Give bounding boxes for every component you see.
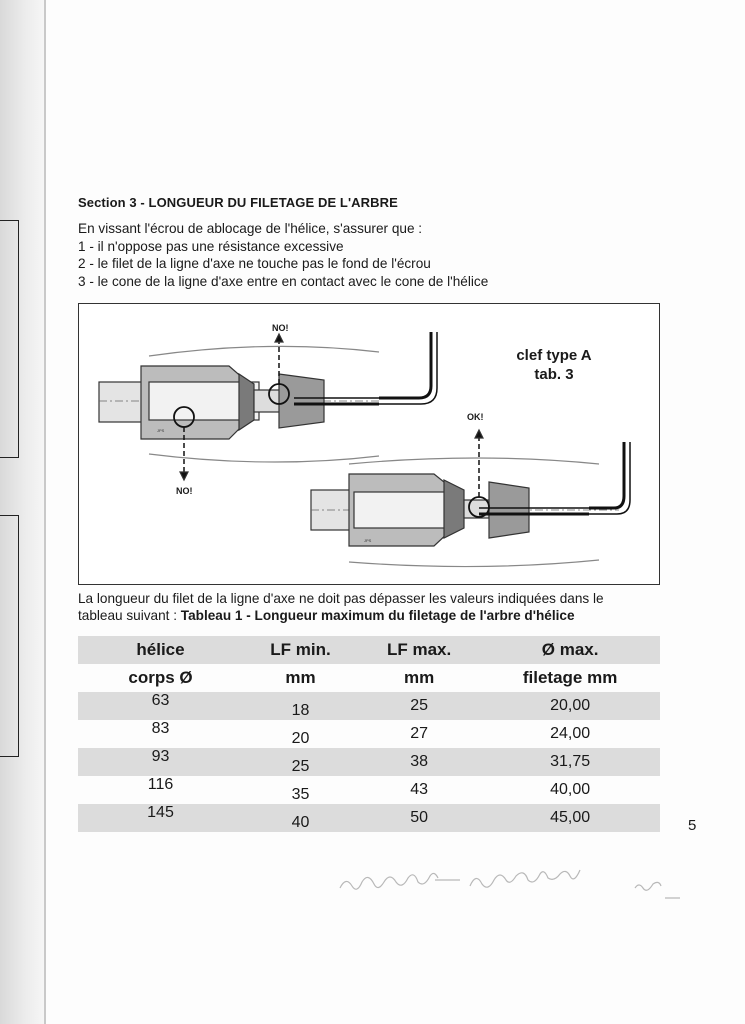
table-cell: 93 bbox=[78, 748, 243, 776]
header-cell: mm bbox=[404, 668, 435, 687]
paragraph-line: La longueur du filet de la ligne d'axe ne doit pas dépasser les valeurs indiquées dans le bbox=[78, 591, 604, 606]
table-cell: 25 bbox=[358, 692, 480, 720]
facing-page-box-bottom bbox=[0, 515, 19, 757]
intro-text bbox=[78, 220, 488, 290]
table-cell: 38 bbox=[358, 748, 480, 776]
binding-edge bbox=[44, 0, 46, 1024]
ok-label: OK! bbox=[467, 412, 484, 422]
wrench-reference bbox=[499, 346, 609, 384]
paragraph-prefix: tableau suivant : bbox=[78, 608, 181, 623]
table-cell: 25 bbox=[243, 748, 358, 776]
table-cell: 63 bbox=[78, 692, 243, 720]
intro-line: En vissant l'écrou de ablocage de l'hélice, s'assurer que : bbox=[78, 221, 423, 236]
header-cell: LF max. bbox=[358, 636, 480, 664]
facing-page-box-top bbox=[0, 220, 19, 458]
no-label-bottom: NO! bbox=[176, 486, 193, 496]
intro-line: 2 - le filet de la ligne d'axe ne touche pas le fond de l'écrou bbox=[78, 256, 431, 271]
lower-assembly bbox=[311, 430, 630, 567]
intro-line: 1 - il n'oppose pas une résistance excessive bbox=[78, 238, 344, 254]
table-caption: Tableau 1 - Longueur maximum du filetage de l'arbre d'hélice bbox=[180, 608, 575, 623]
table-cell: 145 bbox=[78, 804, 243, 832]
table-cell: 43 bbox=[410, 781, 429, 798]
shaft-thread-diagram bbox=[78, 303, 660, 585]
header-cell: filetage mm bbox=[522, 668, 618, 687]
table-cell: 27 bbox=[410, 725, 429, 742]
paragraph-line bbox=[78, 607, 668, 624]
table-cell: 50 bbox=[358, 804, 480, 832]
wrench-type: clef type A bbox=[516, 347, 592, 364]
binding-spine bbox=[0, 0, 46, 1024]
page-number: 5 bbox=[688, 817, 697, 834]
wrench-table-ref: tab. 3 bbox=[534, 366, 574, 383]
header-cell: Ø max. bbox=[480, 636, 660, 664]
svg-text:JPS: JPS bbox=[364, 538, 372, 543]
table-cell: 24,00 bbox=[550, 725, 591, 742]
upper-assembly bbox=[99, 332, 437, 480]
table-cell: 31,75 bbox=[480, 748, 660, 776]
table-cell: 45,00 bbox=[480, 804, 660, 832]
table-cell: 18 bbox=[243, 692, 358, 720]
header-cell: hélice bbox=[78, 636, 243, 664]
table-row bbox=[78, 804, 660, 832]
table-header-row bbox=[78, 636, 660, 664]
table-row bbox=[78, 692, 660, 720]
table-intro-paragraph bbox=[78, 590, 668, 624]
table-cell: 40 bbox=[243, 804, 358, 832]
table-row bbox=[78, 720, 660, 748]
table-cell: 20 bbox=[291, 730, 310, 747]
no-label-top: NO! bbox=[272, 323, 289, 333]
intro-line: 3 - le cone de la ligne d'axe entre en contact avec le cone de l'hélice bbox=[78, 273, 489, 289]
table-cell: 35 bbox=[291, 786, 310, 803]
handwritten-note bbox=[335, 858, 695, 908]
section-title: Section 3 - LONGUEUR DU FILETAGE DE L'ARBRE bbox=[78, 195, 398, 210]
header-cell: corps Ø bbox=[128, 668, 193, 687]
table-row bbox=[78, 776, 660, 804]
table-cell: 40,00 bbox=[550, 781, 591, 798]
header-cell: LF min. bbox=[243, 636, 358, 664]
table-header-row bbox=[78, 664, 660, 692]
table-row bbox=[78, 748, 660, 776]
table-cell: 83 bbox=[151, 720, 170, 737]
svg-text:JPS: JPS bbox=[157, 428, 165, 433]
header-cell: mm bbox=[285, 668, 316, 687]
table-cell: 20,00 bbox=[480, 692, 660, 720]
thread-length-table bbox=[78, 636, 660, 832]
table-cell: 116 bbox=[147, 776, 174, 793]
